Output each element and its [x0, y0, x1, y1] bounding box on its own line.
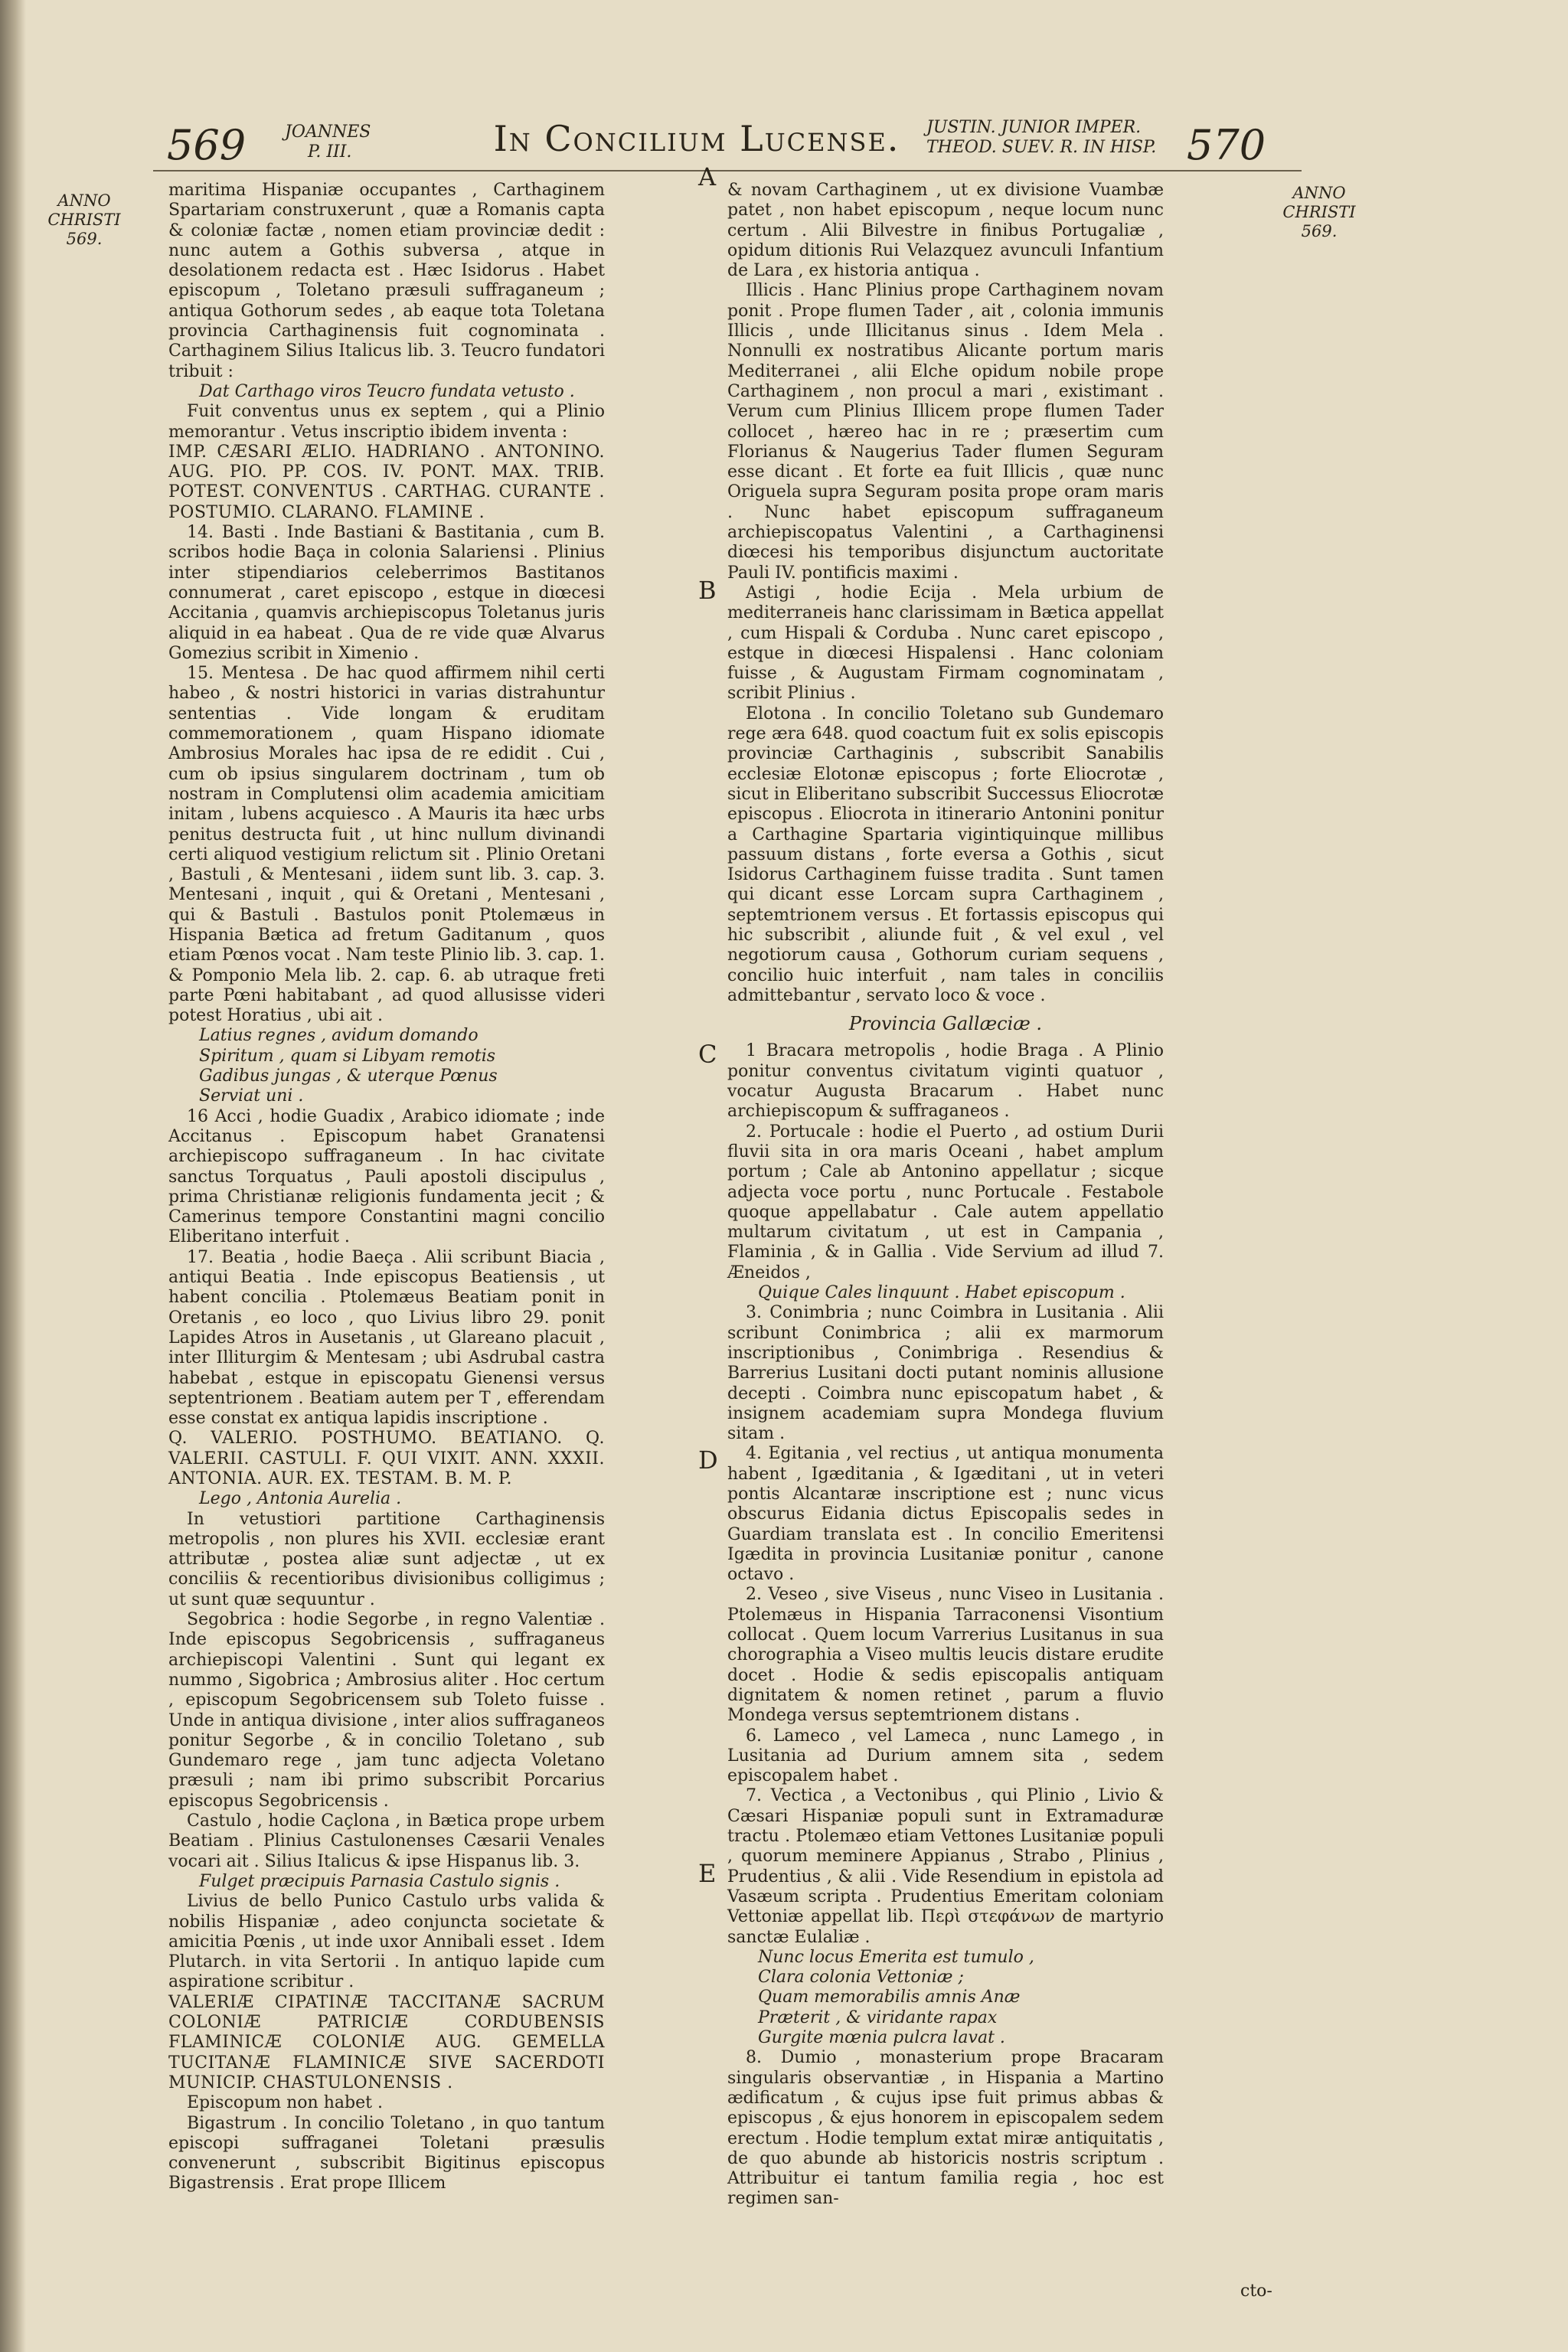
verse-line: Gadibus jungas , & uterque Pœnus [199, 1067, 498, 1086]
page-number-right: 570 [1187, 121, 1266, 169]
paragraph: 7. Vectica , a Vectonibus , qui Plinio , Livio & Cæsari Hispaniæ populi sunt in Extramaduræ tractu . Ptolemæo etiam Vettones Lusitaniæ populi , quorum meminere Appianus , Strabo , Plinius , Prudentius , & alii . Vide Resendium in epistola ad Vasæum scripta . Prudentius Emeritam coloniam Vettoniæ appellat lib. Περὶ στεφάνων de martyrio sanctæ Eulaliæ . [727, 1786, 1164, 1947]
catchword: cto- [1240, 2282, 1272, 2301]
verse-line: Quique Cales linquunt . Habet episcopum . [758, 1283, 1125, 1303]
paragraph: 3. Conimbria ; nunc Coimbra in Lusitania . Alii scribunt Conimbrica ; alii ex marmorum inscriptionibus , Conimbriga . Resendius & Barrerius Lusitani docti putant nominis allusione decepti . Coimbra nunc episcopatum habet , & insignem academiam supra Mondega fluvium sitam . [727, 1303, 1164, 1444]
inscription: IMP. CÆSARI ÆLIO. HADRIANO . ANTONINO. AUG. PIO. PP. COS. IV. PONT. MAX. TRIB. POTEST. CONVENTUS . CARTHAG. CURANTE . POSTUMIO. CLARANO. FLAMINE . [168, 442, 605, 522]
paragraph: & novam Carthaginem , ut ex divisione Vuambæ patet , non habet episcopum , neque locum nunc certum . Alii Bilvestre in finibus Portugaliæ , opidum ditionis Rui Velazquez avunculi Infantium de Lara , ex historia antiqua . [727, 181, 1164, 281]
paragraph: 4. Egitania , vel rectius , ut antiqua monumenta habent , Igæditania , & Igæditani , ut in veteri pontis Alcantaræ inscriptione est ; nunc vicus obscurus Eidania dictus Episcopalis sedes in Guardiam translata est . In concilio Emeritensi Igædita in provincia Lusitaniæ ponitur , canone octavo . [727, 1444, 1164, 1585]
paragraph: 17. Beatia , hodie Baeça . Alii scribunt Biacia , antiqui Beatia . Inde episcopus Beatiensis , ut habent concilia . Ptolemæus Beatiam ponit in Oretanis , eo loco , quo Livius libro 29. ponit Lapides Atros in Ausetanis , ut Glareano placuit , inter Illiturgim & Mentesam ; ubi Asdrubal castra habebat , estque in episcopatu Gienensi versus septentrionem . Beatiam autem per T , efferendam esse constat ex antiqua lapidis inscriptione . [168, 1247, 605, 1429]
paragraph: 2. Veseo , sive Viseus , nunc Viseo in Lusitania . Ptolemæus in Hispania Tarraconensi Visontium collocat . Quem locum Varrerius Lusitanus in sua chorographia a Viseo multis leucis distare erudite docet . Hodie & sedis episcopalis antiquam dignitatem & nomen retinet , parum a fluvio Mondega versus septemtrionem distans . [727, 1585, 1164, 1726]
page-number-left: 569 [167, 121, 247, 169]
margin-line: ANNO [57, 191, 111, 210]
margin-line: ANNO [1292, 184, 1346, 202]
right-column [727, 181, 1164, 2210]
margin-line: CHRISTI [1282, 203, 1356, 221]
verse-line: Serviat uni . [199, 1086, 304, 1106]
left-column [168, 181, 605, 2194]
margin-line: 569. [1301, 222, 1338, 240]
running-head-right [926, 118, 1179, 158]
paragraph: Episcopum non habet . [187, 2093, 383, 2113]
verse-line: Quam memorabilis amnis Anæ [758, 1988, 1021, 2007]
inscription: VALERIÆ CIPATINÆ TACCITANÆ SACRUM COLONIÆ PATRICIÆ CORDUBENSIS FLAMINICÆ COLONIÆ AUG. GEMELLA TUCITANÆ FLAMINICÆ SIVE SACERDOTI MUNICIP. CHASTULONENSIS . [168, 1992, 605, 2092]
section-letter: D [698, 1446, 718, 1475]
paragraph: Fuit conventus unus ex septem , qui a Plinio memorantur . Vetus inscriptio ibidem inventa : [168, 402, 605, 442]
section-letter: A [698, 162, 717, 191]
margin-line: CHRISTI [47, 211, 121, 229]
paragraph: In vetustiori partitione Carthaginensis metropolis , non plures his XVII. ecclesiæ erant attributæ , postea aliæ sunt adjectæ , ut ex conciliis & recentioribus divisionibus colligimus ; ut sunt quæ sequuntur . [168, 1509, 605, 1609]
paragraph: 14. Basti . Inde Bastiani & Bastitania , cum B. scribos hodie Baça in colonia Salariensi . Plinius inter stipendiarios celeberrimos Bastitanos connumerat , caret episcopo , estque in diœcesi Accitania , quamvis archiepiscopus Toletanus juris aliquid in ea habeat . Qua de re vide quæ Alvarus Gomezius scribit in Ximenio . [168, 523, 605, 663]
paragraph: Livius de bello Punico Castulo urbs valida & nobilis Hispaniæ , adeo conjuncta societate & amicitia Pœnis , ut inde uxor Annibali esset . Idem Plutarch. in vita Sertorii . In antiquo lapide cum aspiratione scribitur . [168, 1892, 605, 1992]
verse-line: Præterit , & viridante rapax [758, 2007, 998, 2027]
paragraph: Illicis . Hanc Plinius prope Carthaginem novam ponit . Prope flumen Tader , ait , colonia immunis Illicis , unde Illicitanus sinus . Idem Mela . Nonnulli ex nostratibus Alicante portum maris Mediterranei , alii Elche opidum nobile prope Carthaginem , non procul a mari , existimant . Verum cum Plinius Illicem prope flumen Tader collocet , hæreo hac in re ; præsertim cum Florianus & Naugerius Tader flumen Seguram esse dicant . Et forte ea fuit Illicis , quæ nunc Origuela supra Seguram posita prope oram maris . Nunc habet episcopum suffraganeum archiepiscopatus Valentini , a Carthaginensi diœcesi his temporibus disjunctum auctoritate Pauli IV. pontificis maximi . [727, 281, 1164, 583]
page-header [0, 115, 1568, 176]
section-letter: E [698, 1859, 717, 1888]
paragraph: maritima Hispaniæ occupantes , Carthaginem Spartariam construxerunt , quæ a Romanis capta & coloniæ factæ , nomen etiam provinciæ dedit : nunc autem a Gothis subversa , atque in desolationem redacta est . Hæc Isidorus . Habet episcopum , Toletano præsuli suffraganeum ; antiqua Gothorum sedes , ab eaque tota Toletana provincia Carthaginensis fuit cognominata . Carthaginem Silius Italicus lib. 3. Teucro fundatori tribuit : [168, 181, 605, 381]
paragraph: Segobrica : hodie Segorbe , in regno Valentiæ . Inde episcopus Segobricensis , suffraganeus archiepiscopi Valentini . Sunt qui legant ex nummo , Sigobrica ; Ambrosius aliter . Hoc certum , episcopum Segobricensem sub Toleto fuisse . Unde in antiqua divisione , inter alios suffraganeos ponitur Segorbe , & in concilio Toletano , sub Gundemaro rege , jam tunc adjecta Voletano præsuli ; nam ibi primo subscribit Porcarius episcopus Segobricensis . [168, 1610, 605, 1811]
paragraph: 15. Mentesa . De hac quod affirmem nihil certi habeo , & nostri historici in varias distrahuntur sententias . Vide longam & eruditam commemorationem , quam Hispano idiomate Ambrosius Morales hac ipsa de re edidit . Cui , cum ob ipsius singularem doctrinam , tum ob nostram in Complutensi olim academia amicitiam initam , lubens acquiesco . A Mauris ita hæc urbs penitus destructa fuit , ut hinc nullum divinandi certi aliquod vestigium relictum sit . Plinio Oretani , Bastuli , & Mentesani , iidem sunt lib. 3. cap. 3. Mentesani , inquit , qui & Oretani , Mentesani , qui & Bastuli . Bastulos ponit Ptolemæus in Hispania Bætica ad fretum Gaditanum , quos etiam Pœnos vocat . Nam teste Plinio lib. 3. cap. 1. & Pomponio Mela lib. 2. cap. 6. ab utraque freti parte Pœni habitabant , ad quod allusisse videri potest Horatius , ubi ait . [168, 664, 605, 1026]
page-title: In Concilium Lucense. [493, 118, 900, 159]
paragraph: 16 Acci , hodie Guadix , Arabico idiomate ; inde Accitanus . Episcopum habet Granatensi archiepiscopo suffraganeum . In hac civitate sanctus Torquatus , Pauli apostoli discipulus , prima Christianæ religionis fundamenta jecit ; & Camerinus tempore Constantini magni concilio Eliberitano interfuit . [168, 1106, 605, 1247]
paragraph: Castulo , hodie Caçlona , in Bætica prope urbem Beatiam . Plinius Castulonenses Cæsarii Venales vocari ait . Silius Italicus & ipse Hispanus lib. 3. [168, 1811, 605, 1871]
paragraph: 8. Dumio , monasterium prope Bracaram singularis observantiæ , in Hispania a Martino ædificatum , & cujus ipse fuit primus abbas & episcopus , & ejus honorem in episcopalem sedem erectum . Hodie templum extat miræ antiquitatis , de quo abunde ab historicis nostris scriptum . Attribuitur ei tantum familia regia , hoc est regimen san- [727, 2048, 1164, 2209]
verse-line: Dat Carthago viros Teucro fundata vetusto . [199, 381, 575, 401]
verse-line: Nunc locus Emerita est tumulo , [758, 1947, 1034, 1967]
paragraph: 1 Bracara metropolis , hodie Braga . A Plinio ponitur conventus civitatum viginti quatuor , vocatur Augusta Bracarum . Habet nunc archiepiscopum & suffraganeos . [727, 1041, 1164, 1122]
paragraph: 2. Portucale : hodie el Puerto , ad ostium Durii fluvii sita in ora maris Oceani , habet amplum portum ; Cale ab Antonino appellatur ; sicque adjecta voce portu , nunc Portucale . Festabole quoque appellabatur . Cale autem appellatio multarum civitatum , ut est in Campania , Flaminia , & in Gallia . Vide Servium ad illud 7. Æneidos , [727, 1122, 1164, 1282]
verse-line: Gurgite mœnia pulcra lavat . [758, 2028, 1005, 2048]
section-letter: B [698, 576, 717, 605]
verse-line: Latius regnes , avidum domando [199, 1026, 479, 1046]
header-rule [153, 170, 1302, 172]
margin-note-right [1277, 184, 1361, 241]
verse-line: Clara colonia Vettoniæ ; [758, 1968, 964, 1988]
running-head-left [285, 122, 371, 162]
verse-line: Fulget præcipuis Parnasia Castulo signis . [199, 1871, 560, 1891]
margin-note-left [46, 191, 122, 249]
paragraph: Elotona . In concilio Toletano sub Gundemaro rege æra 648. quod coactum fuit ex solis episcopis provinciæ Carthaginis , subscribit Sanabilis ecclesiæ Elotonæ episcopus ; forte Eliocrotæ , sicut in Eliberitano subscribit Successus Eliocrotæ episcopus . Eliocrota in itinerario Antonini ponitur a Carthagine Spartaria vigintiquinque millibus passuum distans , forte eversa a Gothis , sicut Isidorus Carthaginem fuisse tradita . Sunt tamen qui dicant esse Lorcam supra Carthaginem , septemtrionem versus . Et fortassis episcopus qui hic subscribit , aliunde fuit , & vel exul , vel negotiorum causa , Gothorum curiam sequens , concilio huic interfuit , nam tales in conciliis admittebantur , servato loco & voce . [727, 704, 1164, 1005]
running-head-right-line: THEOD. SUEV. R. IN HISP. [926, 138, 1157, 157]
paragraph: Bigastrum . In concilio Toletano , in quo tantum episcopi suffraganei Toletani præsulis convenerunt , subscribit Bigitinus episcopus Bigastrensis . Erat prope Illicem [168, 2113, 605, 2194]
section-letter: C [698, 1040, 717, 1069]
running-head-left-line: P. III. [308, 142, 352, 162]
verse-line: Spiritum , quam si Libyam remotis [199, 1046, 496, 1066]
running-head-left-line: JOANNES [285, 122, 371, 142]
margin-line: 569. [66, 230, 103, 248]
paragraph: Astigi , hodie Ecija . Mela urbium de mediterraneis hanc clarissimam in Bætica appellat , cum Hispali & Corduba . Nunc caret episcopo , estque in diœcesi Hispalensi . Hanc coloniam fuisse , & Augustam Firmam cognominatam , scribit Plinius . [727, 583, 1164, 704]
book-gutter [0, 0, 26, 2352]
verse-line: Lego , Antonia Aurelia . [199, 1489, 402, 1509]
inscription: Q. VALERIO. POSTHUMO. BEATIANO. Q. VALERII. CASTULI. F. QUI VIXIT. ANN. XXXII. ANTONIA. AUR. EX. TESTAM. B. M. P. [168, 1429, 605, 1488]
paragraph: 6. Lameco , vel Lameca , nunc Lamego , in Lusitania ad Durium amnem sita , sedem episcopalem habet . [727, 1726, 1164, 1786]
running-head-right-line: JUSTIN. JUNIOR IMPER. [926, 118, 1142, 137]
section-heading: Provincia Gallæciæ . [848, 1013, 1043, 1035]
